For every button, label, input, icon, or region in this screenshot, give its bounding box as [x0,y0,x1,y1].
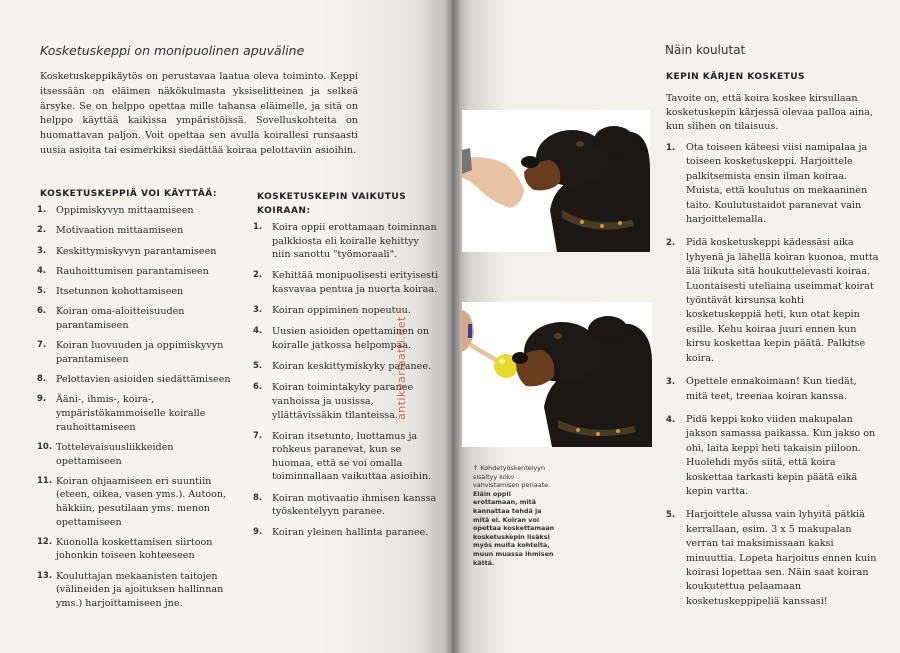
effects-item [253,325,438,352]
step-item [666,141,881,227]
effects-item [253,221,438,262]
uses-item [37,475,242,529]
section-title: Kosketuskeppi on monipuolinen apuväline [40,43,305,58]
list-number: 9. [253,527,263,538]
list-text: Koiran itsetunto, luottamus ja rohkeus paranevat, kun se huomaa, että se voi omalla toiminnallaan vaikuttaa asioihin. [272,430,432,483]
uses-item [37,393,242,434]
list-text: Pidä keppi koko viiden makupalan jakson samassa paikassa. Kun jakso on ohi, laita keppi heti takaisin piiloon. Huolehdi myös siitä, että koira koskettaa tarkasti kepin päätä eikä kepin varttа. [686,413,876,497]
uses-item [37,245,242,259]
list-text: Koiran oma-aloitteisuuden parantamiseen [56,306,185,331]
uses-item [37,285,242,299]
caption-body: Eläin oppii erottamaan, mitä kannattaa tehdä ja mitä ei. Koiran voi opettaa koskettamaan kosketuskepin lisäksi myös muita kohteita, muun muassa ihmisen kättä. [473,489,555,567]
uses-item [37,339,242,366]
dog-ball-illustration [462,302,652,447]
dog-hand-illustration [462,110,650,252]
uses-item [37,373,242,387]
list-number: 2. [37,225,47,236]
uses-item [37,570,242,611]
list-number: 7. [253,430,263,441]
list-number: 2. [666,238,676,249]
page-header: Näin koulutat [665,43,746,57]
list-text: Uusien asioiden opettaminen on koiralle jatkossa helpompaa. [272,326,429,351]
photo-dog-touching-ball [462,302,652,447]
list-number: 5. [253,361,263,372]
intro-paragraph: Kosketuskeppikäytös on perustavaa laatua oleva toiminto. Keppi itsessään on eläimen näkökulmasta yksiselitteinen ja selkeä ärsyke. Se on helppo opettaa mille tahansa eläimelle, ja sitä on helppo käyttää kaikissa ympäristöissä. Sovelluskohteita on huomattavan paljon. Voit opettaa sen avulla koirallesi runsaasti uusia asioita tai esimerkiksi siedättää koiraa pelottaviin asioihin. [40,71,358,156]
list-number: 8. [253,492,263,503]
uses-item [37,536,242,563]
list-text: Rauhoittumisen parantamiseen [56,265,209,277]
list-text: Koira oppii erottamaan toiminnan palkkiosta eli koiralle kehittyy niin sanottu "työmoraali". [272,222,437,261]
effects-item [253,430,438,484]
list-text: Keskittymiskyvyn parantamiseen [56,245,217,257]
list-text: Opettele ennakoimaan! Kun tiedät, mitä teet, treenaa koiran kanssa. [686,376,857,402]
goal-paragraph: Tavoite on, että koira koskee kirsullaan kosketuskepin kärjessä olevaa palloa aina, kun siihen on tilaisuus. [666,93,873,132]
book-gutter [446,0,460,653]
list-number: 4. [253,326,263,337]
caption-lead: ↑ Kohdetyöskentelyyn sisältyy koko vahvistamisen periaate. [473,464,551,490]
list-number: 3. [253,305,263,316]
list-number: 5. [666,510,676,521]
list-number: 8. [37,374,47,385]
list-number: 3. [37,245,47,256]
list-text: Pidä kosketuskeppi kädessäsi aika lyhyenä ja lähellä koiran kuonoa, mutta älä liikuta sitä houkuttelevasti koiraa. Luontaisesti uteliaina useimmat koirat työntävät kirsunsa kohti kosketuskeppiä heti, kun otat kepin esille. Kehu koiraa juuri ennen kun kirsu koskettaa kepin päätä. Palkitse koira. [686,237,879,364]
step-item [666,236,881,366]
list-number: 12. [37,536,53,547]
list-number: 9. [37,394,47,405]
step-item [666,375,881,404]
effects-item [253,492,438,519]
uses-item [37,224,242,238]
list-number: 1. [253,222,263,232]
list-text: Motivaation mittaamiseen [56,225,184,237]
list-text: Ota toiseen käteesi viisi namipalaa ja toiseen kosketuskeppi. Harjoittele palkitsemista ensin ilman koiraa. Muista, että koulutus on mekaaninen taito. Koulutustaidot paranevat vain harjoittelemalla. [686,142,868,226]
list-number: 4. [666,414,676,425]
list-text: Koiran luovuuden ja oppimiskyvyn parantamiseen [56,340,224,365]
list-text: Itsetunnon kohottamiseen [56,286,184,298]
watermark: antikvariaatti.net [395,316,408,420]
steps-list [666,141,881,618]
list-text: Koiran ohjaamiseen eri suuntiin (eteen, oikea, vasen yms.). Autoon, häkkiin, pesutilaan yms. menon opettamiseen [56,475,227,528]
uses-item [37,441,242,468]
list-text: Kuonolla koskettamisen siirtoon johonkin toiseen kohteeseen [56,536,213,562]
uses-list [37,204,242,617]
list-text: Pelottavien asioiden siedättämiseen [56,374,231,386]
list-number: 3. [666,377,676,388]
list-text: Tottelevaisuusliikkeiden opettamiseen [56,441,174,467]
effects-item [253,269,438,296]
step-item [666,413,881,499]
list-number: 2. [253,270,263,281]
uses-item [37,265,242,279]
uses-heading: KOSKETUSKEPPIÄ VOI KÄYTTÄÄ: [40,189,218,199]
list-text: Koiran keskittymiskyky paranee. [272,361,432,373]
list-text: Koiran toimintakyky paranee vanhoissa ja uusissa, yllättävissäkin tilanteissa. [272,382,414,421]
effects-item [253,360,438,374]
list-text: Oppimiskyvyn mittaamiseen [56,205,194,216]
list-number: 5. [37,286,47,297]
list-number: 1. [37,205,47,215]
exercise-heading: KEPIN KÄRJEN KOSKETUS [666,72,806,82]
list-text: Kouluttajan mekaanisten taitojen (välineiden ja ajoituksen hallinnan yms.) harjoittamiseen jne. [56,570,224,609]
effects-item [253,304,438,318]
list-number: 4. [37,265,47,276]
effects-item [253,526,438,540]
list-number: 11. [37,475,53,486]
list-number: 10. [37,441,53,452]
list-number: 1. [666,143,676,153]
photo-caption [473,464,555,567]
uses-item [37,204,242,218]
list-text: Harjoittele alussa vain lyhyitä pätkiä kerrallaan, esim. 3 x 5 makupalan verran tai maksimissaan kaksi minuuttia. Lopeta harjoitus ennen kuin koirasi lopettaa sen. Näin saat koiran koukutettua pelaamaan kosketuskeppipeliä kanssasi! [686,509,877,607]
list-text: Koiran yleinen hallinta paranee. [272,527,429,539]
effects-heading: KOSKETUSKEPIN VAIKUTUS KOIRAAN: [257,192,407,216]
list-number: 6. [253,382,263,393]
list-text: Kehittää monipuolisesti erityisesti kasvavaa pentua ja nuorta koiraa. [272,270,439,295]
step-item [666,508,881,609]
uses-item [37,305,242,332]
list-text: Koiran motivaatio ihmisen kanssa työskentelyyn paranee. [272,492,437,518]
list-number: 13. [37,570,53,581]
effects-list [253,221,438,548]
list-text: Ääni-, ihmis-, koira-, ympäristökammoiselle koiralle rauhoittamiseen [56,394,206,433]
photo-dog-sniffing-hand [462,110,650,252]
list-number: 7. [37,340,47,351]
list-number: 6. [37,306,47,317]
list-text: Koiran oppiminen nopeutuu. [272,305,411,317]
effects-item [253,381,438,422]
